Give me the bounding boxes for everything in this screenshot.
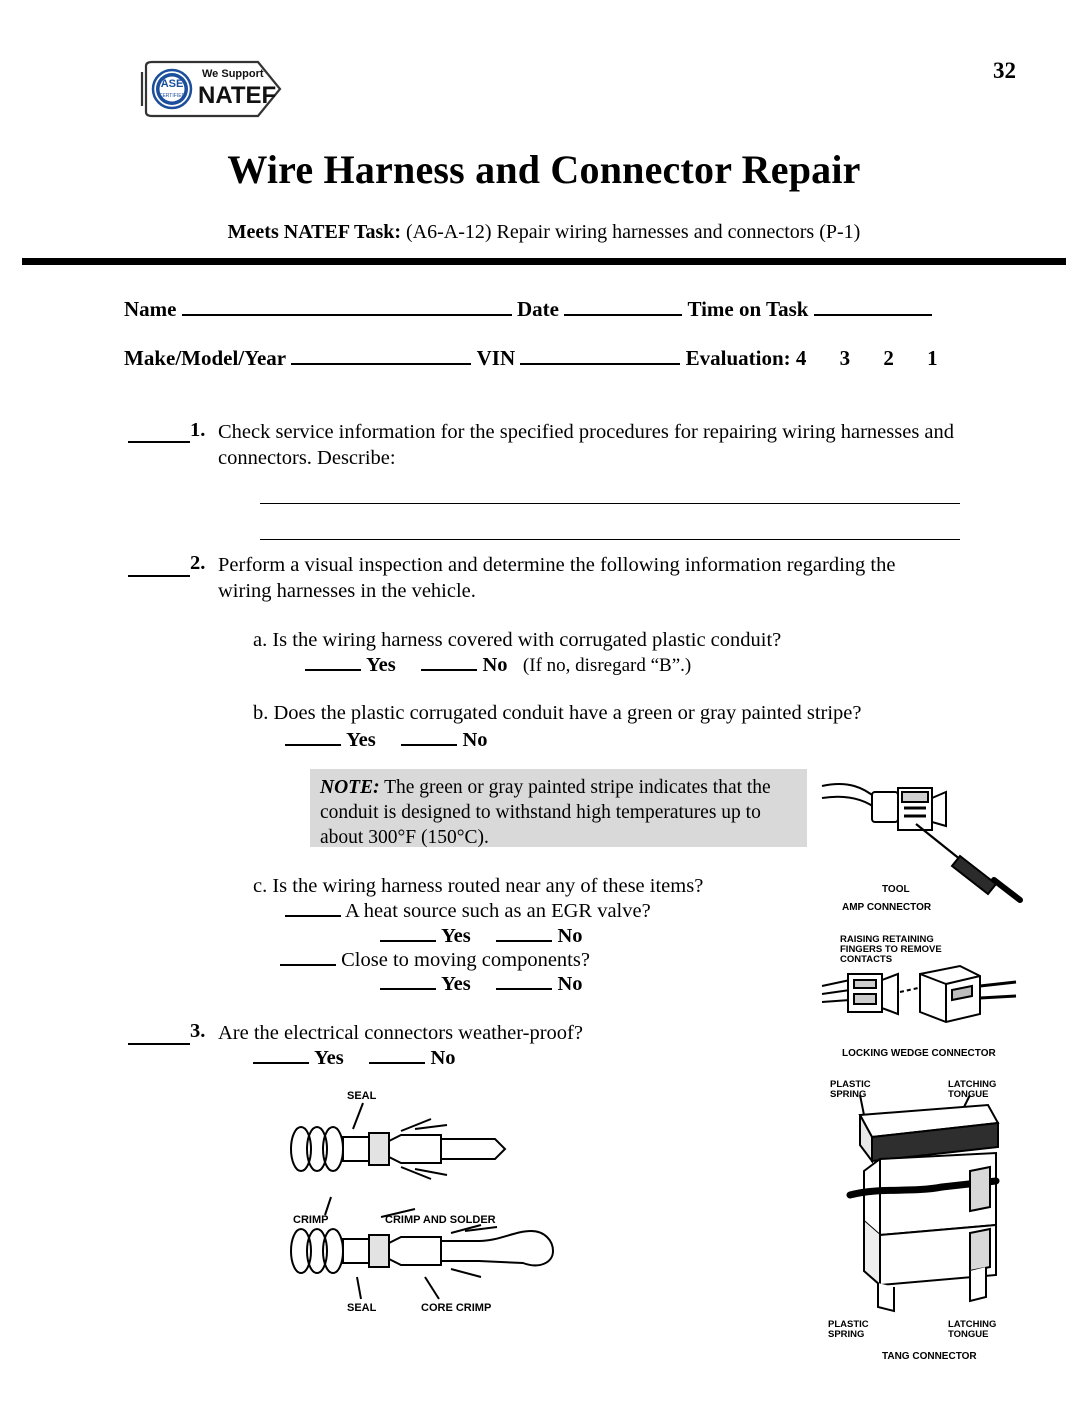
subitem-c-line1-no-blank[interactable] <box>496 924 552 942</box>
subitem-c-letter: c. <box>253 875 268 897</box>
subitem-b-yes-blank[interactable] <box>285 728 341 746</box>
svg-text:ASE: ASE <box>160 78 184 90</box>
subitem-a-answers <box>305 652 691 679</box>
subitem-c-line1-blank[interactable] <box>285 899 341 917</box>
figure-tang-connector <box>820 1075 1030 1365</box>
note-box <box>310 769 807 847</box>
svg-text:CORE CRIMP: CORE CRIMP <box>421 1302 492 1314</box>
svg-text:CRIMP AND SOLDER: CRIMP AND SOLDER <box>385 1214 496 1226</box>
figure-seal-crimp <box>265 1085 595 1315</box>
evaluation-scale[interactable]: 4 3 2 1 <box>795 346 952 370</box>
subitem-c-line1 <box>285 898 651 924</box>
subitem-b-no-blank[interactable] <box>401 728 457 746</box>
item-3-no-label: No <box>430 1047 456 1069</box>
time-on-task-input[interactable] <box>814 296 932 316</box>
subitem-c-text: Is the wiring harness routed near any of these items? <box>272 875 704 897</box>
svg-text:We Support: We Support <box>202 68 264 80</box>
figure-amp-connector <box>820 768 1030 918</box>
note-text: The green or gray painted stripe indicates that the conduit is designed to withstand high temperatures up to about 300°F (150°C). <box>320 777 771 848</box>
svg-text:SEAL: SEAL <box>347 1090 377 1102</box>
svg-text:LATCHING: LATCHING <box>948 1079 997 1090</box>
form-row-vehicle <box>124 345 952 371</box>
svg-text:RAISING RETAINING: RAISING RETAINING <box>840 934 934 945</box>
form-row-name <box>124 296 932 322</box>
svg-text:AMP CONNECTOR: AMP CONNECTOR <box>842 902 932 913</box>
subitem-b-no-label: No <box>462 729 488 751</box>
date-input[interactable] <box>564 296 682 316</box>
vin-label: VIN <box>476 346 516 370</box>
svg-text:TONGUE: TONGUE <box>948 1089 989 1100</box>
item-1-answer-line-1[interactable] <box>260 503 960 504</box>
subitem-a-yes-blank[interactable] <box>305 653 361 671</box>
figure-locking-wedge-connector <box>820 930 1030 1070</box>
svg-text:FINGERS TO REMOVE: FINGERS TO REMOVE <box>840 944 942 955</box>
name-label: Name <box>124 297 177 321</box>
svg-text:PLASTIC: PLASTIC <box>830 1079 871 1090</box>
item-1-text: Check service information for the specified procedures for repairing wiring harnesses and connectors. Describe: <box>218 421 955 469</box>
make-model-year-label: Make/Model/Year <box>124 346 287 370</box>
horizontal-rule <box>22 258 1066 265</box>
page-number: 32 <box>993 58 1016 83</box>
svg-text:CERTIFIED: CERTIFIED <box>158 93 186 99</box>
subitem-c-line1-answers <box>380 923 583 949</box>
svg-text:SPRING: SPRING <box>830 1089 867 1100</box>
subitem-b-answers <box>285 727 488 753</box>
svg-text:LOCKING WEDGE CONNECTOR: LOCKING WEDGE CONNECTOR <box>842 1048 996 1059</box>
item-1-answer-line-2[interactable] <box>260 539 960 540</box>
subitem-b-letter: b. <box>253 702 269 724</box>
subitem-a-letter: a. <box>253 629 268 651</box>
svg-text:TANG CONNECTOR: TANG CONNECTOR <box>882 1351 977 1362</box>
item-2-number: 2. <box>190 552 206 574</box>
subitem-c-line2-answers <box>380 971 583 997</box>
svg-text:SEAL: SEAL <box>347 1302 377 1314</box>
subitem-c <box>253 873 703 899</box>
item-3-text: Are the electrical connectors weather-proof? <box>218 1022 583 1044</box>
svg-text:SPRING: SPRING <box>828 1329 865 1340</box>
item-3-yes-blank[interactable] <box>253 1046 309 1064</box>
svg-text:LATCHING: LATCHING <box>948 1319 997 1330</box>
note-label: NOTE: <box>320 777 380 798</box>
item-3-yes-label: Yes <box>314 1047 344 1069</box>
item-3-answers <box>253 1045 456 1071</box>
date-label: Date <box>516 297 559 321</box>
vin-input[interactable] <box>520 345 680 365</box>
item-2-text: Perform a visual inspection and determine the following information regarding the wiring harnesses in the vehicle. <box>218 554 896 602</box>
subitem-b <box>253 700 862 726</box>
evaluation-label: Evaluation: <box>685 346 791 370</box>
item-3-number: 3. <box>190 1020 206 1042</box>
subitem-b-yes-label: Yes <box>346 729 376 751</box>
svg-text:TOOL: TOOL <box>882 884 910 895</box>
svg-text:TONGUE: TONGUE <box>948 1329 989 1340</box>
subitem-c-line2-no-label: No <box>557 973 583 995</box>
time-on-task-label: Time on Task <box>687 297 809 321</box>
svg-text:CONTACTS: CONTACTS <box>840 954 893 965</box>
item-1-number: 1. <box>190 419 206 441</box>
meets-natef-task-line <box>0 221 1088 244</box>
subitem-a-no-label: No <box>482 654 508 676</box>
subitem-c-line1-yes-label: Yes <box>441 925 471 947</box>
subitem-a-yes-label: Yes <box>366 654 396 676</box>
meets-label: Meets NATEF Task: <box>227 221 402 243</box>
svg-text:NATEF: NATEF <box>198 82 277 109</box>
subitem-c-line1-yes-blank[interactable] <box>380 924 436 942</box>
subitem-c-line2-no-blank[interactable] <box>496 972 552 990</box>
subitem-b-text: Does the plastic corrugated conduit have a green or gray painted stripe? <box>273 702 862 724</box>
subitem-c-line2-blank[interactable] <box>280 948 336 966</box>
svg-text:CRIMP: CRIMP <box>293 1214 329 1226</box>
subitem-c-line2-text: Close to moving components? <box>341 949 590 971</box>
subitem-a-suffix: (If no, disregard “B”.) <box>522 655 692 676</box>
subitem-a <box>253 627 781 653</box>
page-title: Wire Harness and Connector Repair <box>227 147 861 192</box>
make-model-year-input[interactable] <box>291 345 471 365</box>
subitem-c-line1-text: A heat source such as an EGR valve? <box>345 900 651 922</box>
meets-text: (A6-A-12) Repair wiring harnesses and connectors (P-1) <box>406 221 861 243</box>
name-input[interactable] <box>182 296 512 316</box>
subitem-c-line1-no-label: No <box>557 925 583 947</box>
subitem-c-line2 <box>280 947 590 973</box>
item-3-checkbox-blank[interactable] <box>128 1042 190 1045</box>
svg-text:PLASTIC: PLASTIC <box>828 1319 869 1330</box>
subitem-c-line2-yes-blank[interactable] <box>380 972 436 990</box>
item-3-no-blank[interactable] <box>369 1046 425 1064</box>
natef-logo <box>140 58 300 120</box>
item-1-checkbox-blank[interactable] <box>128 440 190 443</box>
subitem-a-no-blank[interactable] <box>421 653 477 671</box>
subitem-a-text: Is the wiring harness covered with corrugated plastic conduit? <box>272 629 782 651</box>
subitem-c-line2-yes-label: Yes <box>441 973 471 995</box>
item-2-checkbox-blank[interactable] <box>128 574 190 577</box>
